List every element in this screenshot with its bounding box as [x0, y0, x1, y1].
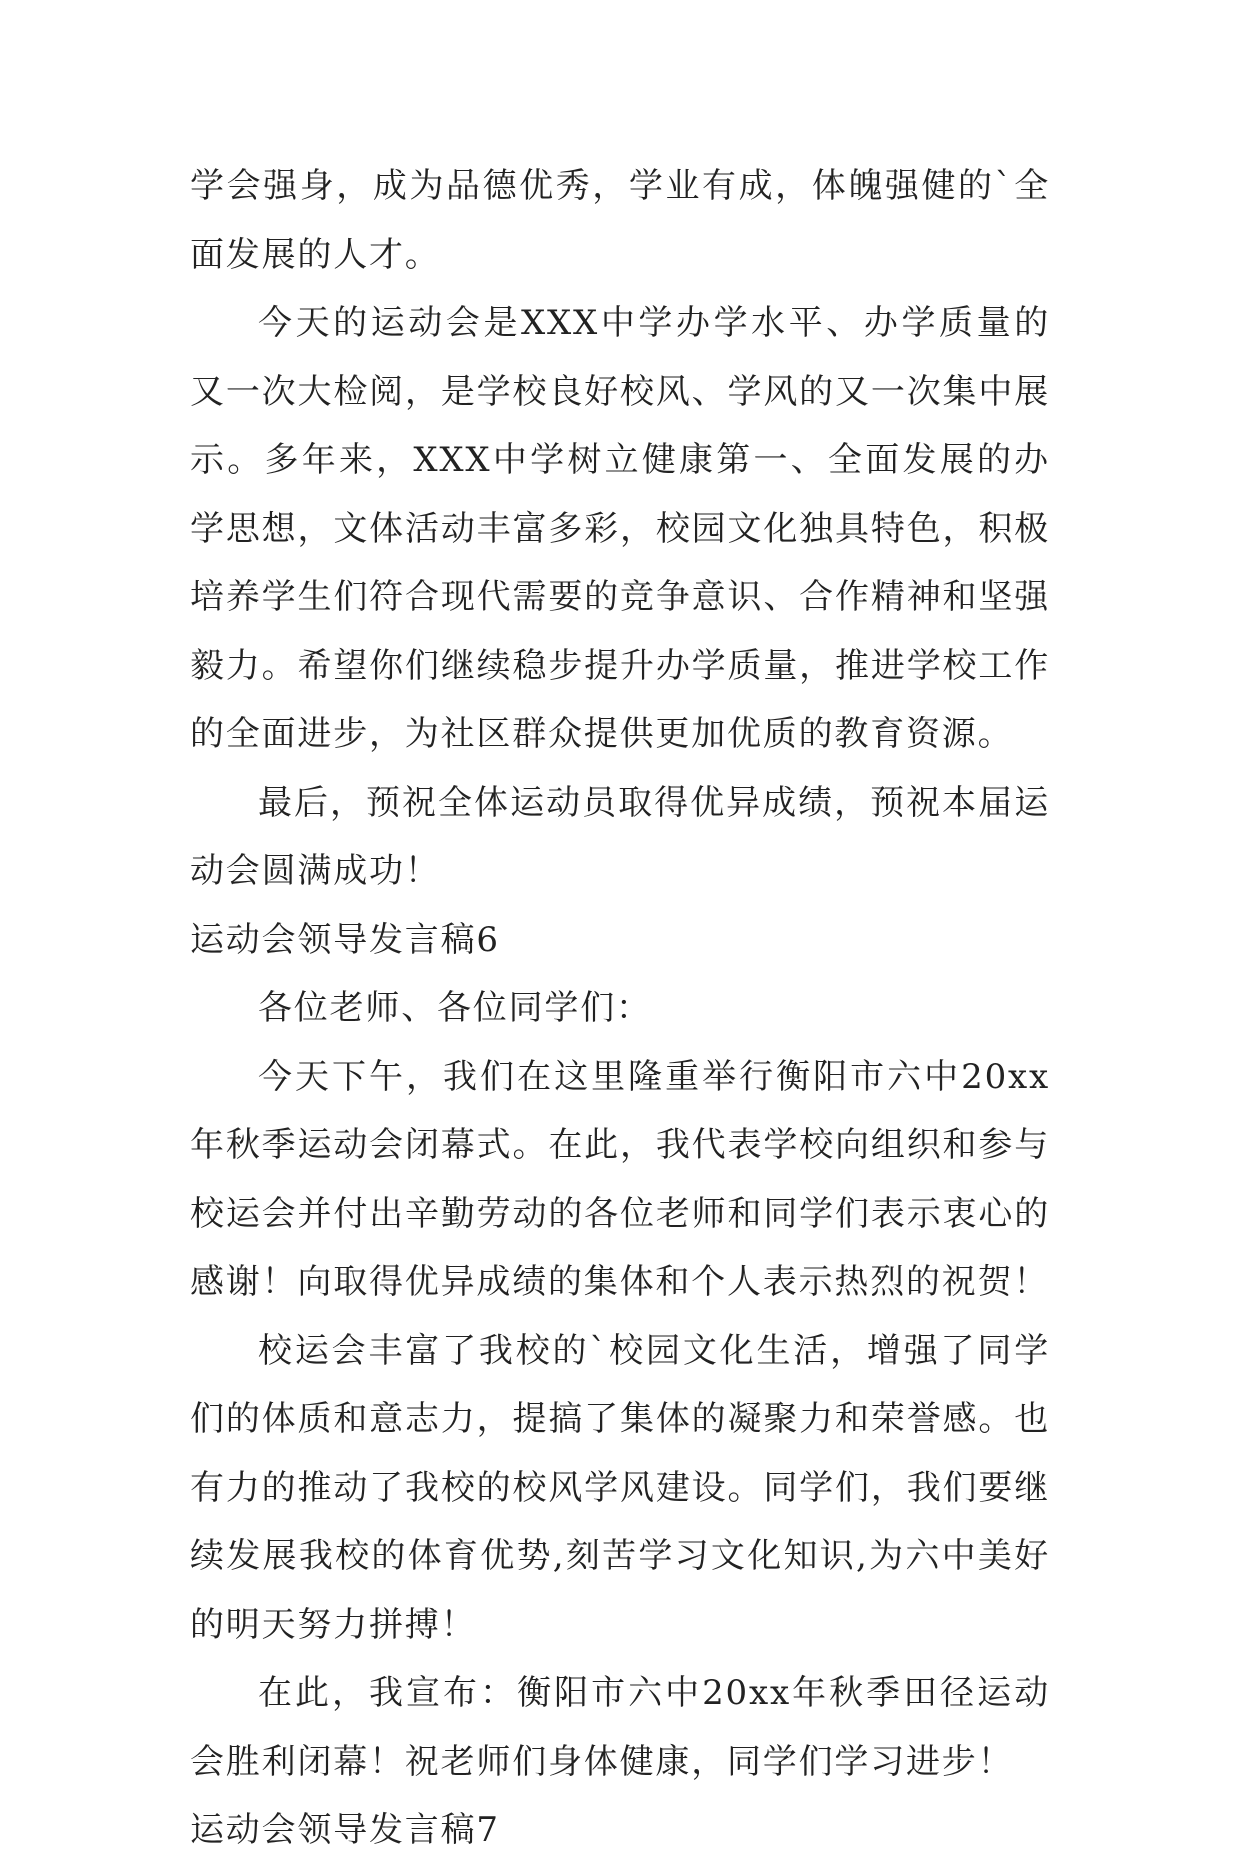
- paragraph-text: 今天的运动会是XXX中学办学水平、办学质量的又一次大检阅，是学校良好校风、学风的又一次集中展示。多年来，XXX中学树立健康第一、全面发展的办学思想，文体活动丰富多彩，校园文化独具特色，积极培养学生们符合现代需要的竞争意识、合作精神和坚强毅力。希望你们继续稳步提升办学质量，推进学校工作的全面进步，为社区群众提供更加优质的教育资源。: [190, 303, 1050, 754]
- paragraph-text: 校运会丰富了我校的`校园文化生活，增强了同学们的体质和意志力，提搞了集体的凝聚力和荣誉感。也有力的推动了我校的校风学风建设。同学们，我们要继续发展我校的体育优势,刻苦学习文化知识,为六中美好的明天努力拼搏！: [190, 1330, 1050, 1645]
- paragraph-text: 学会强身，成为品德优秀，学业有成，体魄强健的`全面发展的人才。: [190, 166, 1050, 275]
- paragraph-text: 最后，预祝全体运动员取得优异成绩，预祝本届运动会圆满成功！: [190, 782, 1050, 891]
- section-heading: 运动会领导发言稿7: [190, 1810, 500, 1850]
- paragraph-text: 各位老师、各位同学们：: [258, 988, 652, 1028]
- paragraph-text: 今天下午，我们在这里隆重举行衡阳市六中20xx年秋季运动会闭幕式。在此，我代表学校向组织和参与校运会并付出辛勤劳动的各位老师和同学们表示衷心的感谢！向取得优异成绩的集体和个人表示热烈的祝贺！: [190, 1056, 1050, 1302]
- paragraph-text: 在此，我宣布：衡阳市六中20xx年秋季田径运动会胜利闭幕！祝老师们身体健康，同学们学习进步！: [190, 1673, 1050, 1782]
- section-heading: 运动会领导发言稿6: [190, 919, 500, 960]
- document-body: [190, 152, 1050, 1865]
